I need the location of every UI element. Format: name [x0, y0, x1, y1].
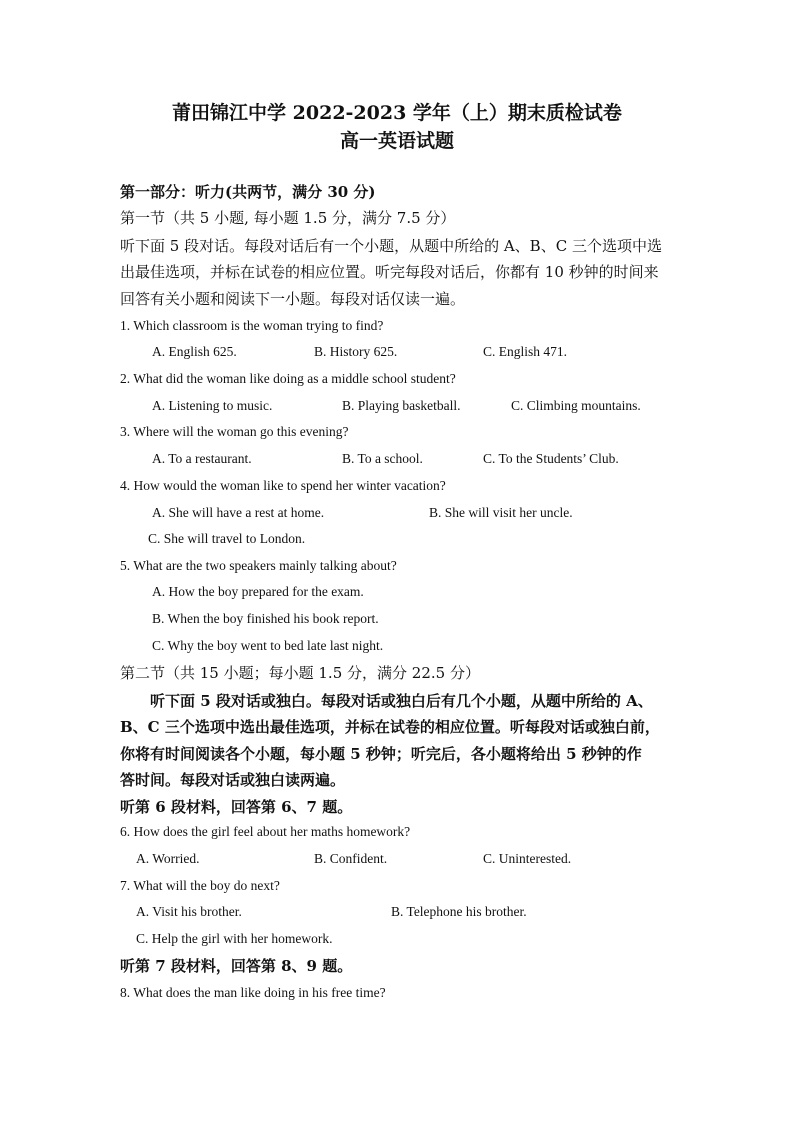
option-c: C. Help the girl with her homework.: [136, 931, 333, 946]
section2-instruction-line: 听下面 5 段对话或独白。每段对话或独白后有几个小题，从题中所给的 A、: [150, 692, 653, 710]
section2-heading: 第二节（共 15 小题；每小题 1.5 分，满分 22.5 分）: [120, 664, 480, 682]
material-7-heading: 听第 7 段材料，回答第 8、9 题。: [120, 957, 353, 975]
question-text: 7. What will the boy do next?: [120, 878, 280, 893]
option-b: B. To a school.: [342, 451, 423, 466]
option-b: B. Confident.: [314, 851, 388, 866]
question-text: 8. What does the man like doing in his free time?: [120, 985, 386, 1000]
option-c: C. To the Students’ Club.: [483, 451, 619, 466]
section1-instruction-line: 出最佳选项，并标在试卷的相应位置。听完每段对话后，你都有 10 秒钟的时间来: [120, 263, 659, 281]
section1-instruction-line: 听下面 5 段对话。每段对话后有一个小题，从题中所给的 A、B、C 三个选项中选: [120, 237, 662, 255]
section2-instruction-line: B、C 三个选项中选出最佳选项，并标在试卷的相应位置。听每段对话或独白前，: [120, 718, 660, 736]
option-b: B. She will visit her uncle.: [429, 505, 573, 520]
option-c: C. Climbing mountains.: [511, 398, 641, 413]
section1-instruction-line: 回答有关小题和阅读下一小题。每段对话仅读一遍。: [120, 290, 466, 308]
section2-instruction-line: 你将有时间阅读各个小题，每小题 5 秒钟；听完后，各小题将给出 5 秒钟的作: [120, 745, 642, 763]
question-text: 3. Where will the woman go this evening?: [120, 424, 349, 439]
option-a: A. Listening to music.: [152, 398, 273, 413]
option-a: A. How the boy prepared for the exam.: [152, 584, 364, 599]
exam-title: 莆田锦江中学 2022-2023 学年（上）期末质检试卷: [172, 102, 622, 124]
option-c: C. English 471.: [483, 344, 568, 359]
option-c: C. Why the boy went to bed late last night.: [152, 638, 384, 653]
part1-heading: 第一部分：听力(共两节，满分 30 分): [120, 183, 376, 201]
option-a: A. To a restaurant.: [152, 451, 252, 466]
option-b: B. Telephone his brother.: [391, 904, 527, 919]
section1-heading: 第一节（共 5 小题, 每小题 1.5 分，满分 7.5 分）: [120, 209, 456, 227]
question-text: 4. How would the woman like to spend her winter vacation?: [120, 478, 446, 493]
section2-instruction-line: 答时间。每段对话或独白读两遍。: [120, 771, 346, 789]
option-b: B. History 625.: [314, 344, 398, 359]
option-a: A. Worried.: [136, 851, 200, 866]
option-c: C. She will travel to London.: [148, 531, 306, 546]
option-b: B. When the boy finished his book report.: [152, 611, 379, 626]
option-a: A. Visit his brother.: [136, 904, 242, 919]
exam-subtitle: 高一英语试题: [339, 130, 454, 152]
option-c: C. Uninterested.: [483, 851, 572, 866]
question-text: 6. How does the girl feel about her maths homework?: [120, 824, 411, 839]
option-a: A. English 625.: [152, 344, 237, 359]
material-6-heading: 听第 6 段材料，回答第 6、7 题。: [120, 798, 353, 816]
question-text: 1. Which classroom is the woman trying to find?: [120, 318, 384, 333]
option-a: A. She will have a rest at home.: [152, 505, 325, 520]
question-text: 2. What did the woman like doing as a middle school student?: [120, 371, 456, 386]
question-text: 5. What are the two speakers mainly talking about?: [120, 558, 397, 573]
option-b: B. Playing basketball.: [342, 398, 461, 413]
